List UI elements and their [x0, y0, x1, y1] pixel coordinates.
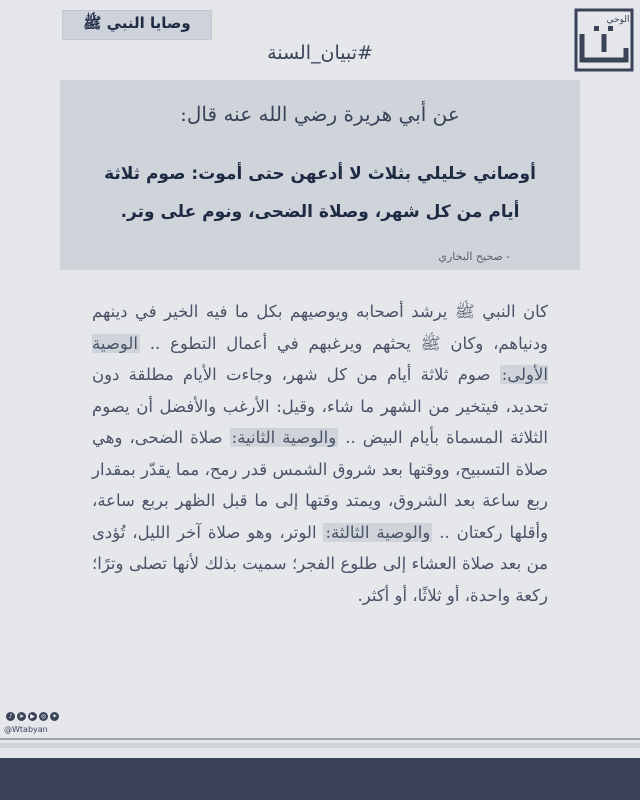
intro-text: كان النبي ﷺ يرشد أصحابه ويوصيهم بكل ما فيه الخير في دينهم ودنياهم، وكان ﷺ يحثهم ويرغبهم في أعمال التطوع ..	[92, 302, 549, 353]
hashtag: #تبيان_السنة	[267, 42, 373, 64]
telegram-icon[interactable]: ➤	[18, 713, 25, 720]
social-icons	[6, 712, 59, 721]
second-advice-text: صلاة الضحى، وهي صلاة التسبيح، ووقتها بعد شروق الشمس قدر رمح، مما يقدّر بمقدار ربع ساعة بعد الشروق، ويمتد وقتها إلى ما قبل الظهر بربع ساعة، وأقلها ركعتان ..	[92, 428, 549, 542]
instagram-icon[interactable]: ◎	[40, 713, 47, 720]
tiktok-icon[interactable]: ♪	[6, 712, 15, 721]
youtube-icon[interactable]: ▶	[28, 712, 37, 721]
third-advice-label: والوصية الثالثة:	[325, 522, 431, 542]
hadith-box	[60, 80, 580, 270]
explanation-paragraph	[92, 296, 548, 611]
hadith-source: - صحيح البخاري	[438, 250, 510, 263]
second-advice-label: والوصية الثانية:	[231, 428, 337, 447]
channel-title-chip	[62, 10, 212, 40]
footer-band	[0, 758, 640, 800]
hadith-intro: عن أبي هريرة رضي الله عنه قال:	[180, 102, 460, 126]
divider-band	[0, 743, 640, 748]
social-handle: @Wtabyan	[4, 725, 48, 734]
logo-word: الوحي	[606, 15, 630, 25]
hadith-text-line1: أوصاني خليلي بثلاث لا أدعهن حتى أموت: صوم ثلاثة	[104, 164, 536, 184]
channel-title: وصايا النبي ﷺ	[83, 14, 191, 32]
first-advice-text: صوم ثلاثة أيام من كل شهر، وجاءت الأيام مطلقة دون تحديد، فيتخير من الشهر ما شاء، وقيل: الأرغب والأفضل أن يصوم الثلاثة المسماة بأيام البيض ..	[92, 365, 549, 447]
divider-line	[0, 738, 640, 740]
first-advice-label: الوصية الأولى:	[92, 333, 549, 384]
hadith-text-line2: أيام من كل شهر، وصلاة الضحى، ونوم على وتر.	[120, 202, 520, 222]
third-advice-text: الوتر، وهو صلاة آخر الليل، تُؤدى من بعد صلاة العشاء إلى طلوع الفجر؛ سميت بذلك لأنها تصلى وترًا؛ ركعة واحدة، أو ثلاثًا، أو أكثر.	[92, 522, 548, 605]
twitter-icon[interactable]: ✦	[51, 713, 58, 720]
